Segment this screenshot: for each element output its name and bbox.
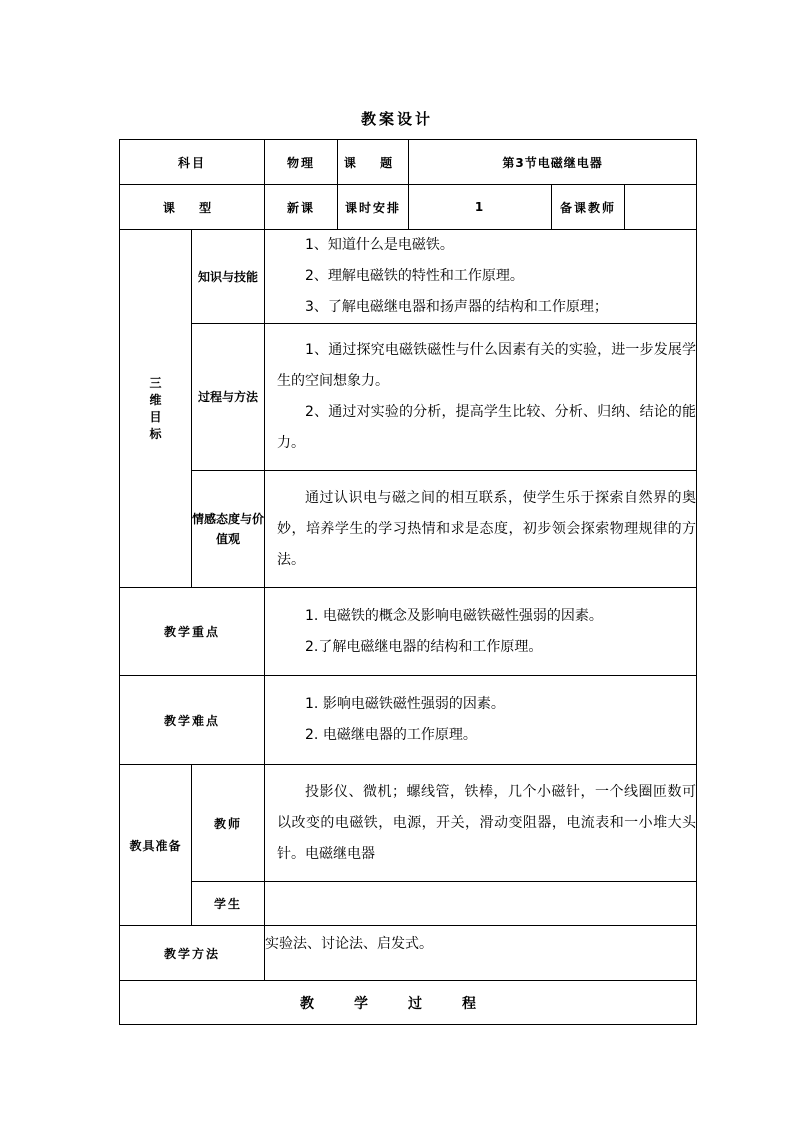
- difficulty-line: 1. 影响电磁铁磁性强弱的因素。: [305, 696, 505, 712]
- emotion-line: 通过认识电与磁之间的相互联系，使学生乐于探索自然界的奥妙，培养学生的学习热情和求是态度，初步领会探索物理规律的方法。: [277, 489, 697, 568]
- knowledge-content: [265, 230, 697, 324]
- materials-label: 教具准备: [120, 765, 192, 926]
- process-content: [265, 324, 697, 471]
- lesson-plan-table: [119, 139, 697, 1025]
- materials-student-content: [265, 882, 697, 926]
- key-points-content: [265, 588, 697, 676]
- teacher-value: [625, 185, 697, 230]
- difficulties-content: [265, 676, 697, 765]
- teacher-label: 备课教师: [552, 185, 625, 230]
- objectives-label: 三 维 目 标: [120, 230, 192, 588]
- knowledge-label: 知识与技能: [192, 230, 265, 324]
- teaching-process-label: 教学过程: [120, 981, 697, 1025]
- emotion-label: 情感态度与价值观: [192, 471, 265, 588]
- period-label: 课时安排: [338, 185, 409, 230]
- difficulties-label: 教学难点: [120, 676, 265, 765]
- methods-label: 教学方法: [120, 926, 265, 981]
- lesson-title: 第3节电磁继电器: [409, 140, 697, 185]
- knowledge-line: 2、理解电磁铁的特性和工作原理。: [305, 268, 524, 284]
- emotion-content: [265, 471, 697, 588]
- process-label: 过程与方法: [192, 324, 265, 471]
- knowledge-line: 3、了解电磁继电器和扬声器的结构和工作原理；: [305, 299, 608, 315]
- key-point-line: 1. 电磁铁的概念及影响电磁铁磁性强弱的因素。: [305, 607, 603, 624]
- document-title: 教案设计: [360, 110, 433, 128]
- type-value: 新课: [265, 185, 338, 230]
- subject-label: 科目: [120, 140, 265, 185]
- process-line: 2、通过对实验的分析，提高学生比较、分析、归纳、结论的能力。: [277, 404, 697, 451]
- methods-content: 实验法、讨论法、启发式。: [265, 926, 697, 981]
- key-points-label: 教学重点: [120, 588, 265, 676]
- materials-teacher-label: 教师: [192, 765, 265, 882]
- process-line: 1、通过探究电磁铁磁性与什么因素有关的实验，进一步发展学生的空间想象力。: [277, 342, 697, 389]
- period-value: 1: [409, 185, 552, 230]
- materials-student-label: 学生: [192, 882, 265, 926]
- lesson-label: 课 题: [338, 140, 409, 185]
- key-point-line: 2.了解电磁继电器的结构和工作原理。: [305, 638, 543, 655]
- knowledge-line: 1、知道什么是电磁铁。: [305, 237, 454, 253]
- difficulty-line: 2. 电磁继电器的工作原理。: [305, 727, 477, 743]
- materials-teacher-content: [265, 765, 697, 882]
- materials-teacher-text: 投影仪、微机；螺线管，铁棒，几个小磁针，一个线圈匝数可以改变的电磁铁，电源，开关，滑动变阻器，电流表和一小堆大头针。电磁继电器: [277, 783, 697, 862]
- subject-value: 物理: [265, 140, 338, 185]
- type-label: 课 型: [120, 185, 265, 230]
